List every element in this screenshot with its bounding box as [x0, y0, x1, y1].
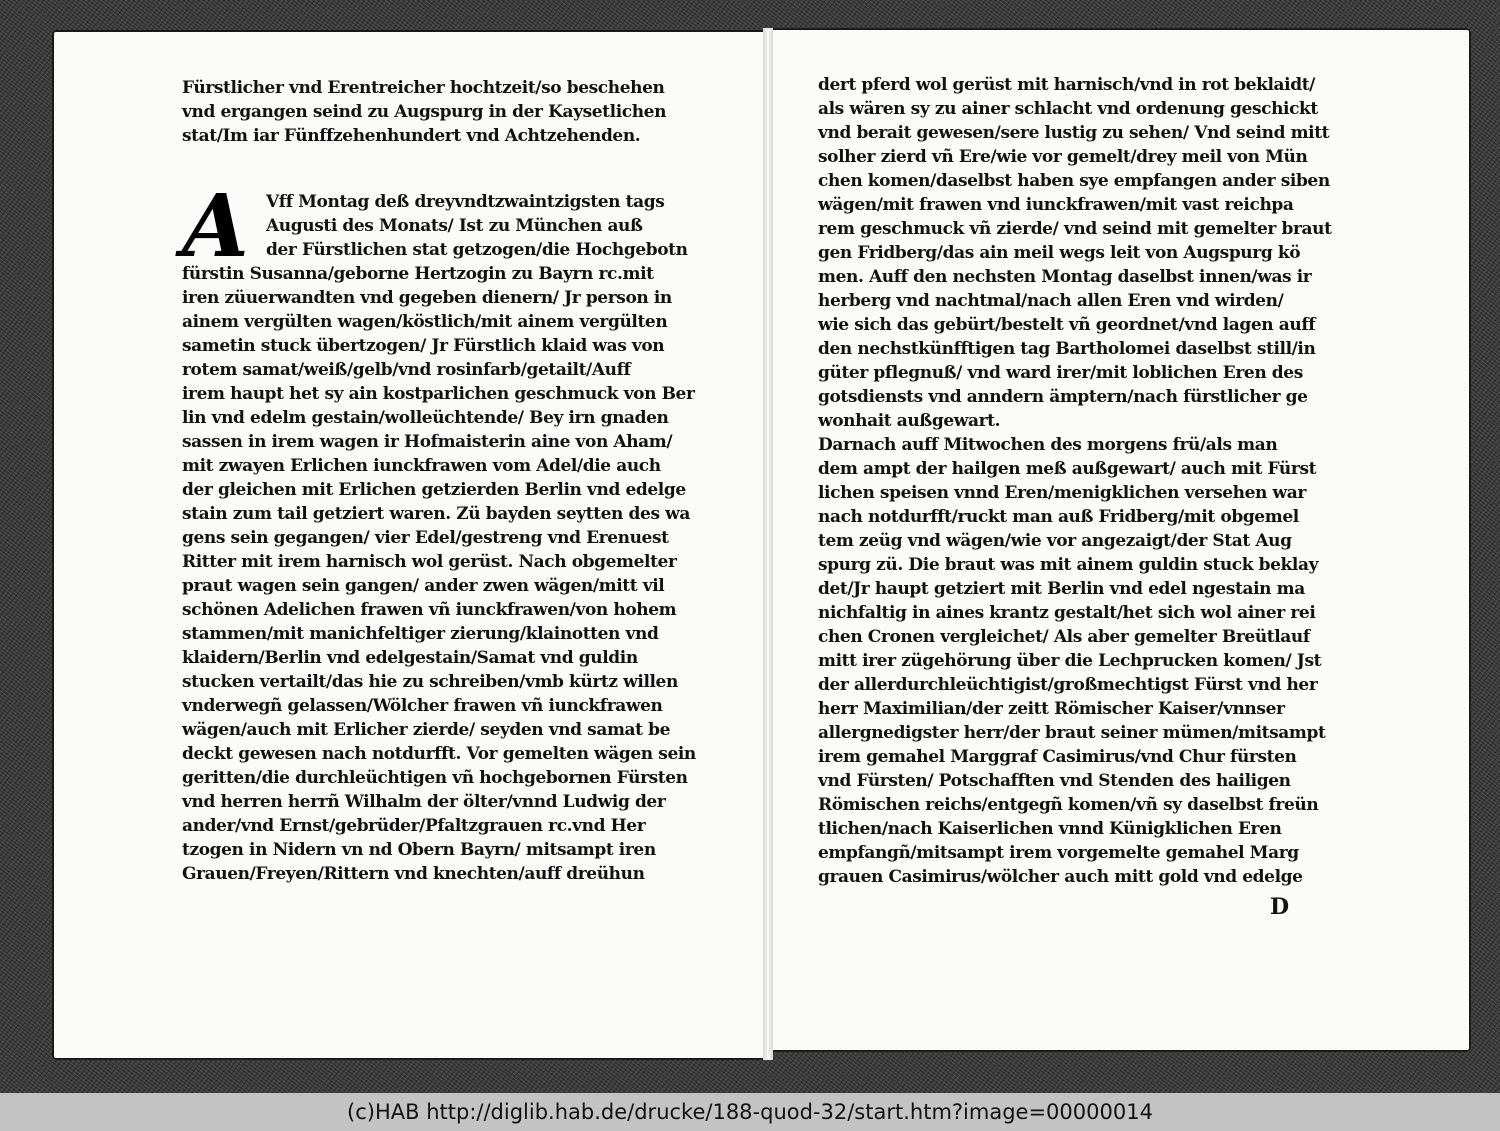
- text-line: der Fürstlichen stat getzogen/die Hochgebotn: [266, 240, 688, 260]
- text-line: schönen Adelichen frawen vñ iunckfrawen/von hohem: [182, 600, 677, 620]
- text-line: tlichen/nach Kaiserlichen vnnd Künigklichen Eren: [818, 819, 1282, 839]
- text-line: vnd Fürsten/ Potschafften vnd Stenden des hailigen: [818, 771, 1291, 791]
- text-line: gens sein gegangen/ vier Edel/gestreng vnd Erenuest: [182, 528, 669, 548]
- text-line: iren züuerwandten vnd gegeben dienern/ Jr person in: [182, 288, 672, 308]
- text-line: wonhait außgewart.: [818, 411, 1001, 431]
- text-line: stain zum tail getziert waren. Zü bayden seytten des wa: [182, 504, 690, 524]
- title-line: vnd ergangen seind zu Augspurg in der Kaysetlichen: [182, 102, 667, 122]
- text-line: gen Fridberg/das ain meil wegs leit von Augspurg kö: [818, 243, 1301, 263]
- text-line: dem ampt der hailgen meß außgewart/ auch mit Fürst: [818, 459, 1317, 479]
- text-line: empfangñ/mitsampt irem vorgemelte gemahel Marg: [818, 843, 1299, 863]
- text-line: tzogen in Nidern vn nd Obern Bayrn/ mitsampt iren: [182, 840, 656, 860]
- text-line: solher zierd vñ Ere/wie vor gemelt/drey meil von Mün: [818, 147, 1308, 167]
- text-line: Ritter mit irem harnisch wol gerüst. Nach obgemelter: [182, 552, 677, 572]
- text-line: vnd herren herrñ Wilhalm der ölter/vnnd Ludwig der: [182, 792, 666, 812]
- text-line: men. Auff den nechsten Montag daselbst innen/was ir: [818, 267, 1312, 287]
- title-line: Fürstlicher vnd Erentreicher hochtzeit/so beschehen: [182, 78, 665, 98]
- text-line: dert pferd wol gerüst mit harnisch/vnd in rot beklaidt/: [818, 75, 1315, 95]
- text-line: irem gemahel Marggraf Casimirus/vnd Chur fürsten: [818, 747, 1297, 767]
- text-line: lichen speisen vnnd Eren/menigklichen versehen war: [818, 483, 1306, 503]
- text-line: sassen in irem wagen ir Hofmaisterin aine von Aham/: [182, 432, 673, 452]
- text-line: gotsdiensts vnd anndern ämptern/nach fürstlicher ge: [818, 387, 1308, 407]
- signature-mark: D: [1270, 894, 1290, 920]
- copyright-footer: (c)HAB http://diglib.hab.de/drucke/188-quod-32/start.htm?image=00000014: [0, 1093, 1500, 1131]
- text-line: der allerdurchleüchtigist/großmechtigst Fürst vnd her: [818, 675, 1318, 695]
- text-line: den nechstkünfftigen tag Bartholomei daselbst still/in: [818, 339, 1316, 359]
- text-line: ander/vnd Ernst/gebrüder/Pfaltzgrauen rc.vnd Her: [182, 816, 646, 836]
- text-line: grauen Casimirus/wölcher auch mitt gold vnd edelge: [818, 867, 1303, 887]
- text-line: mitt irer zügehörung über die Lechprucken komen/ Jst: [818, 651, 1322, 671]
- text-line: Grauen/Freyen/Rittern vnd knechten/auff dreühun: [182, 864, 645, 884]
- text-line: mit zwayen Erlichen iunckfrawen vom Adel/die auch: [182, 456, 661, 476]
- text-line: spurg zü. Die braut was mit ainem guldin stuck beklay: [818, 555, 1319, 575]
- text-line: wie sich das gebürt/bestelt vñ geordnet/vnd lagen auff: [818, 315, 1316, 335]
- text-line: nach notdurfft/ruckt man auß Fridberg/mit obgemel: [818, 507, 1299, 527]
- text-line: chen Cronen vergleichet/ Als aber gemelter Breütlauf: [818, 627, 1310, 647]
- text-line: deckt gewesen nach notdurfft. Vor gemelten wägen sein: [182, 744, 696, 764]
- text-line: allergnedigster herr/der braut seiner mümen/mitsampt: [818, 723, 1326, 743]
- book-gutter: [763, 28, 773, 1060]
- text-line: vnderwegñ gelassen/Wölcher frawen vñ iunckfrawen: [182, 696, 663, 716]
- text-line: tem zeüg vnd wägen/wie vor angezaigt/der Stat Aug: [818, 531, 1292, 551]
- text-line: der gleichen mit Erlichen getzierden Berlin vnd edelge: [182, 480, 686, 500]
- text-line: ainem vergülten wagen/köstlich/mit ainem vergülten: [182, 312, 668, 332]
- text-line: stucken vertailt/das hie zu schreiben/vmb kürtz willen: [182, 672, 678, 692]
- left-page-text: [182, 76, 712, 886]
- body-lines: [818, 73, 1348, 889]
- text-line: chen komen/daselbst haben sye empfangen ander siben: [818, 171, 1330, 191]
- text-line: lin vnd edelm gestain/wolleüchtende/ Bey irn gnaden: [182, 408, 669, 428]
- text-line: rotem samat/weiß/gelb/vnd rosinfarb/getailt/Auff: [182, 360, 631, 380]
- text-line: als wären sy zu ainer schlacht vnd ordenung geschickt: [818, 99, 1318, 119]
- text-line: geritten/die durchleüchtigen vñ hochgebornen Fürsten: [182, 768, 688, 788]
- decorated-initial: A: [182, 176, 249, 277]
- text-line: herr Maximilian/der zeitt Römischer Kaiser/vnnser: [818, 699, 1285, 719]
- text-line: praut wagen sein gangen/ ander zwen wägen/mitt vil: [182, 576, 665, 596]
- page-title: [182, 76, 712, 148]
- right-page-text: [818, 73, 1348, 889]
- text-line: Darnach auff Mitwochen des morgens frü/als man: [818, 435, 1278, 455]
- text-line: fürstin Susanna/geborne Hertzogin zu Bayrn rc.mit: [182, 264, 654, 284]
- text-line: stammen/mit manichfeltiger zierung/klainotten vnd: [182, 624, 659, 644]
- text-line: klaidern/Berlin vnd edelgestain/Samat vnd guldin: [182, 648, 638, 668]
- text-line: sametin stuck übertzogen/ Jr Fürstlich klaid was von: [182, 336, 665, 356]
- text-line: nichfaltig in aines krantz gestalt/het sich wol ainer rei: [818, 603, 1316, 623]
- text-line: irem haupt het sy ain kostparlichen geschmuck von Ber: [182, 384, 695, 404]
- opening-paragraph: [182, 176, 712, 886]
- text-line: rem geschmuck vñ zierde/ vnd seind mit gemelter braut: [818, 219, 1332, 239]
- text-line: vnd berait gewesen/sere lustig zu sehen/ Vnd seind mitt: [818, 123, 1330, 143]
- body-lines: [182, 262, 712, 886]
- text-line: Vff Montag deß dreyvndtzwaintzigsten tags: [266, 192, 665, 212]
- text-line: herberg vnd nachtmal/nach allen Eren vnd wirden/: [818, 291, 1284, 311]
- text-line: wägen/auch mit Erlicher zierde/ seyden vnd samat be: [182, 720, 671, 740]
- text-line: güter pflegnuß/ vnd ward irer/mit loblichen Eren des: [818, 363, 1303, 383]
- text-line: Römischen reichs/entgegñ komen/vñ sy daselbst freün: [818, 795, 1319, 815]
- text-line: Augusti des Monats/ Ist zu München auß: [266, 216, 643, 236]
- text-line: det/Jr haupt getziert mit Berlin vnd edel ngestain ma: [818, 579, 1305, 599]
- text-line: wägen/mit frawen vnd iunckfrawen/mit vast reichpa: [818, 195, 1294, 215]
- title-line: stat/Im iar Fünffzehenhundert vnd Achtzehenden.: [182, 126, 641, 146]
